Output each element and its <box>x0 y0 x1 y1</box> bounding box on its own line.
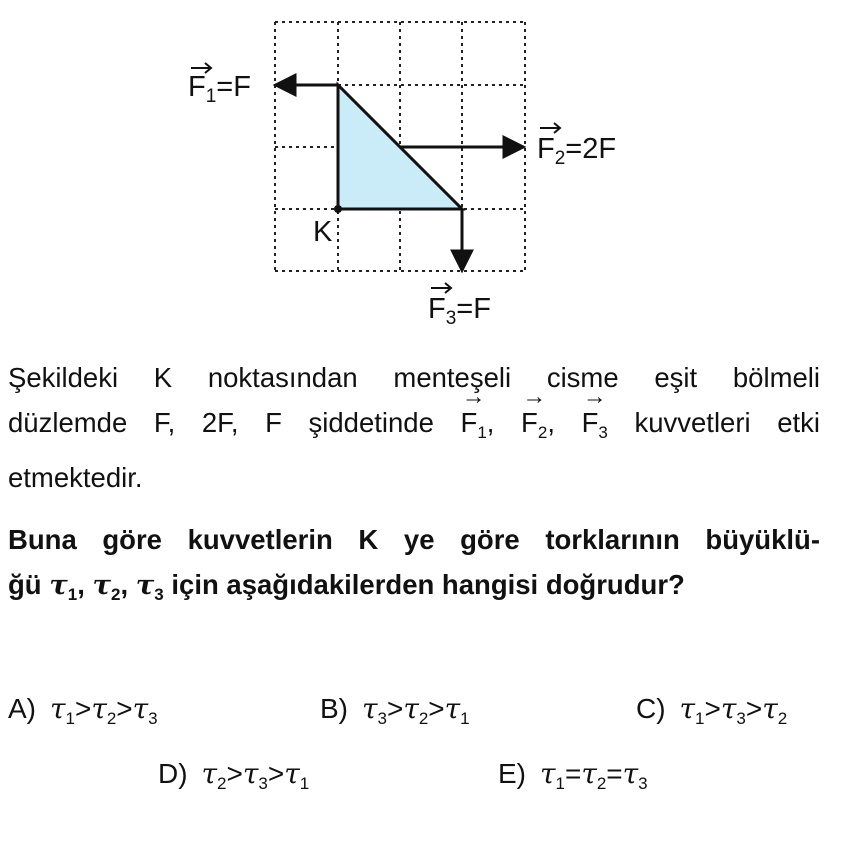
vector-f1: → $F_1$ <box>461 400 487 455</box>
prompt-line-2: ğü $\tau_1$, $\tau_2$, $\tau_3$ için aşağıdakilerden hangisi doğrudur? <box>8 569 685 604</box>
intro-line-2: düzlemde F, 2F, F şiddetinde → $F_1$, → $F_2$, → $F_3$ kuvvetleri etki <box>8 400 820 455</box>
svg-text:F2=2F: $F_2=2F$ <box>537 133 617 169</box>
vector-f3: → $F_3$ <box>582 400 608 455</box>
torque-diagram <box>0 0 854 340</box>
label-f3 <box>428 283 491 329</box>
label-k: K <box>313 216 333 248</box>
label-f1 <box>188 63 251 107</box>
option-c[interactable]: C) $\tau_1>\tau_3>\tau_2$ <box>636 692 788 728</box>
prompt-line-1: Buna göre kuvvetlerin K ye göre torklarının büyüklü- <box>8 524 820 555</box>
question-intro <box>8 355 820 500</box>
vector-f2: → $F_2$ <box>521 400 547 455</box>
intro-line-1: Şekildeki K noktasından menteşeli cisme eşit bölmeli <box>8 362 820 393</box>
intro-line-3: etmektedir. <box>8 462 143 493</box>
option-e[interactable]: E) $\tau_1=\tau_2=\tau_3$ <box>498 757 648 793</box>
svg-text:F1=F: $F_1=F$ <box>188 71 251 107</box>
pivot-point <box>334 205 342 213</box>
svg-text:F3=F: $F_3=F$ <box>428 293 491 329</box>
option-d[interactable]: D) $\tau_2>\tau_3>\tau_1$ <box>158 757 310 793</box>
question-prompt <box>8 517 820 617</box>
option-a[interactable]: A) $\tau_1>\tau_2>\tau_3$ <box>8 692 158 728</box>
option-b[interactable]: B) $\tau_3>\tau_2>\tau_1$ <box>320 692 470 728</box>
label-f2 <box>537 123 616 169</box>
